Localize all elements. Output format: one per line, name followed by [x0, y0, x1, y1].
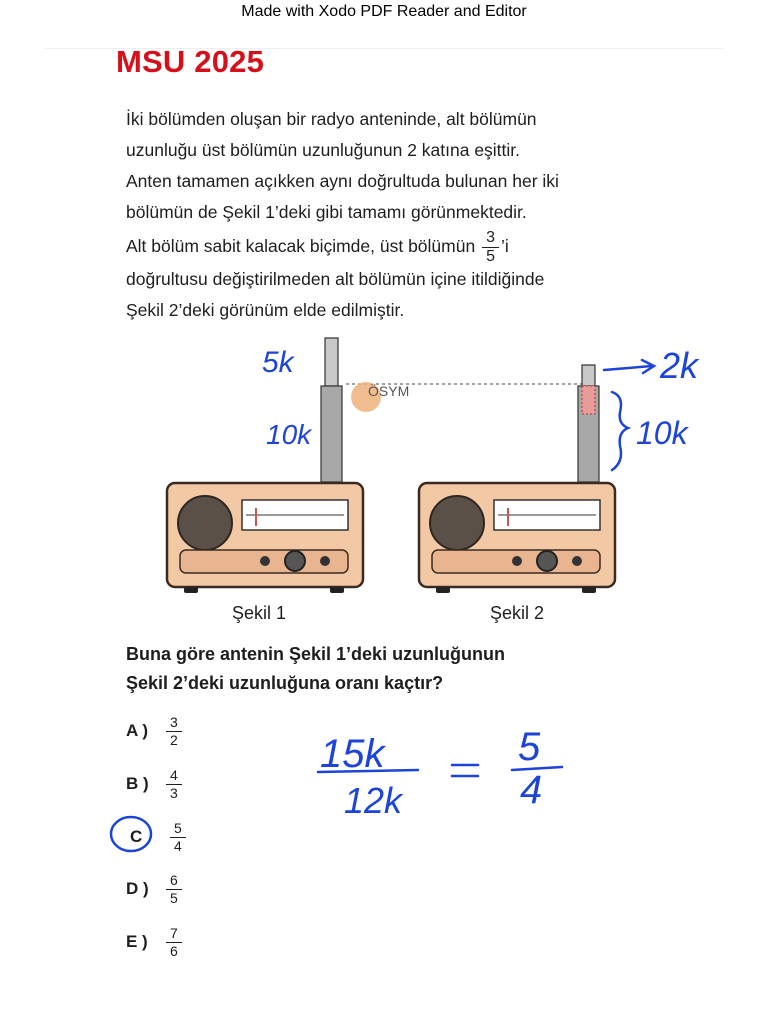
- fraction-numerator: 6: [170, 871, 178, 888]
- fraction-numerator: 3: [486, 228, 495, 246]
- annotation-10k-fig2: 10k: [636, 415, 688, 451]
- fraction-denominator: 5: [166, 889, 182, 907]
- fraction-denominator: 3: [166, 784, 182, 802]
- choice-letter: A ): [126, 721, 149, 740]
- exam-title: MSU 2025: [116, 44, 265, 79]
- fraction-numerator: 5: [174, 819, 182, 836]
- watermark-text: ÖSYM: [368, 383, 410, 399]
- fraction-denominator: 5: [482, 247, 499, 266]
- prompt-line: Şekil 2’deki uzunluğuna oranı kaçtır?: [126, 673, 444, 693]
- question-line: Anten tamamen açıkken aynı doğrultuda bulunan her iki: [126, 171, 559, 191]
- fraction-numerator: 7: [170, 924, 178, 941]
- brace-icon: [612, 392, 628, 470]
- annotation-ratio-denominator: 12k: [344, 780, 403, 821]
- annotation-2k: 2k: [660, 345, 699, 386]
- question-line-suffix: ’i: [500, 236, 509, 256]
- figure2-caption: Şekil 2: [490, 603, 545, 623]
- annotation-10k-fig1: 10k: [266, 419, 312, 450]
- fraction-numerator: 4: [170, 766, 178, 783]
- question-line: Şekil 2’deki görünüm elde edilmiştir.: [126, 300, 405, 320]
- question-line: uzunluğu üst bölümün uzunluğunun 2 katına eşittir.: [126, 140, 521, 160]
- fraction-denominator: 2: [166, 731, 182, 749]
- annotation-result-denominator: 4: [520, 768, 543, 812]
- app-watermark-bar: Made with Xodo PDF Reader and Editor: [241, 3, 527, 20]
- question-line: doğrultusu değiştirilmeden alt bölümün içine itildiğinde: [126, 269, 545, 289]
- question-line: İki bölümden oluşan bir radyo anteninde, alt bölümün: [126, 109, 537, 129]
- prompt-line: Buna göre antenin Şekil 1’deki uzunluğunun: [126, 644, 506, 664]
- choice-letter: C: [130, 827, 143, 846]
- figure1-caption: Şekil 1: [232, 603, 287, 623]
- fraction-denominator: 6: [166, 942, 182, 960]
- question-line: bölümün de Şekil 1’deki gibi tamamı görünmektedir.: [126, 202, 527, 222]
- fraction-denominator: 4: [170, 837, 186, 855]
- annotation-ratio-numerator: 15k: [320, 732, 385, 776]
- question-line-text: Alt bölüm sabit kalacak biçimde, üst bölümün: [126, 236, 476, 256]
- arrow-line: [604, 366, 652, 370]
- annotation-5k: 5k: [262, 346, 294, 379]
- choice-letter: B ): [126, 774, 149, 793]
- answer-circle-icon: [111, 817, 151, 851]
- fraction-numerator: 3: [170, 713, 178, 730]
- annotation-result-numerator: 5: [518, 725, 541, 769]
- choice-letter: D ): [126, 879, 149, 898]
- choice-letter: E ): [126, 932, 148, 951]
